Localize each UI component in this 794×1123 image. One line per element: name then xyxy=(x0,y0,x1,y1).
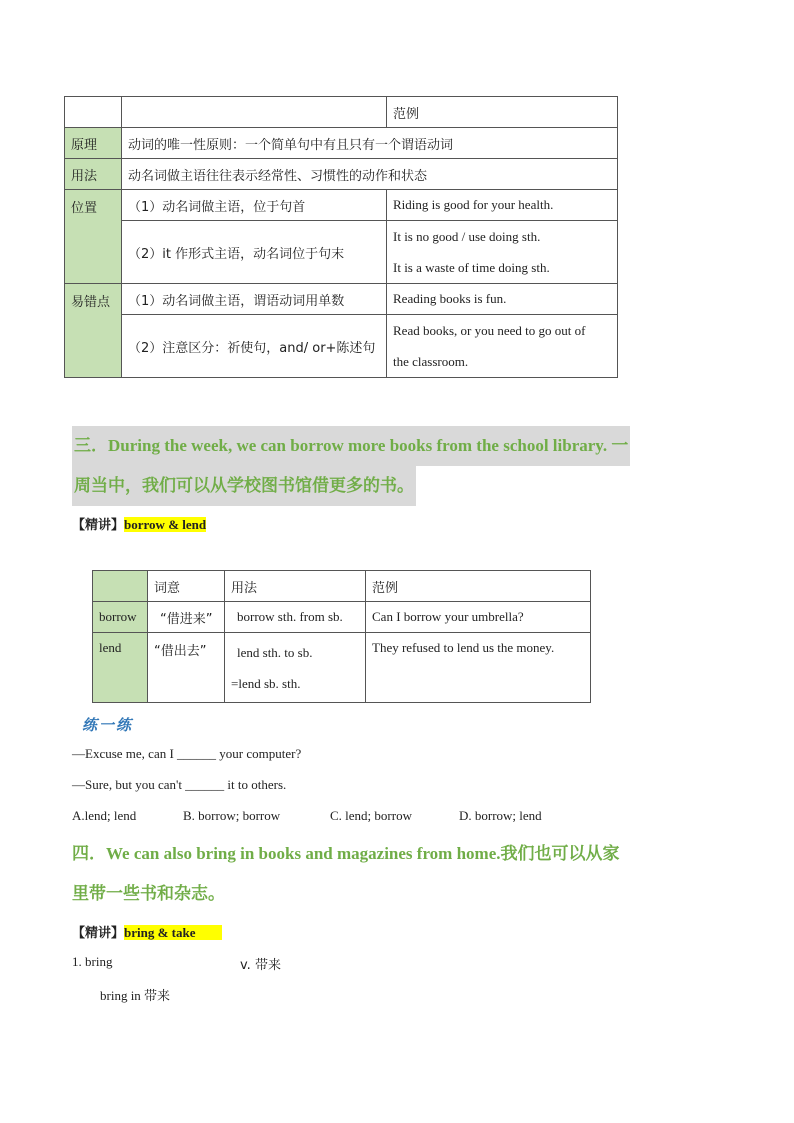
option-d: D. borrow; lend xyxy=(459,808,542,823)
row-example xyxy=(387,315,618,378)
section-4-line-1: 四．We can also bring in books and magazines from home.我们也可以从家 xyxy=(72,844,620,863)
section-4-heading xyxy=(72,834,722,914)
usage-line: lend sth. to sb. xyxy=(237,644,313,660)
item-1-phrase: bring in 带来 xyxy=(100,988,171,1003)
practice-question-2: —Sure, but you can't ______ it to others. xyxy=(72,777,287,792)
row-label: 易错点 xyxy=(65,284,122,378)
header-cell-usage: 用法 xyxy=(225,571,366,602)
header-cell-blank xyxy=(93,571,148,602)
row-label: 原理 xyxy=(65,128,122,159)
row-label: 位置 xyxy=(65,190,122,284)
jingjiang-label: 【精讲】 xyxy=(72,926,125,941)
row-example: Riding is good for your health. xyxy=(387,190,618,221)
practice-question-1: —Excuse me, can I ______ your computer? xyxy=(72,746,302,761)
header-cell-blank xyxy=(65,97,122,128)
section-4-jingjiang xyxy=(72,922,222,941)
row-text: （1）动名词做主语，位于句首 xyxy=(122,190,387,221)
meaning-cell: “借进来” xyxy=(148,602,225,633)
option-b: B. borrow; borrow xyxy=(183,808,281,823)
usage-cell: borrow sth. from sb. xyxy=(225,602,366,633)
section-3-line-1: 三．During the week, we can borrow more books from the school library. 一 xyxy=(72,426,630,466)
section-3-line-2: 周当中，我们可以从学校图书馆借更多的书。 xyxy=(72,466,416,506)
jingjiang-topic: bring & take xyxy=(124,925,222,940)
row-text: 动名词做主语往往表示经常性、习惯性的动作和状态 xyxy=(122,159,618,190)
row-text: （2）it 作形式主语，动名词位于句末 xyxy=(122,221,387,284)
row-example: Reading books is fun. xyxy=(387,284,618,315)
item-1-word: 1. bring xyxy=(72,954,113,969)
jingjiang-topic: borrow & lend xyxy=(124,517,207,532)
example-cell: Can I borrow your umbrella? xyxy=(366,602,591,633)
row-label: 用法 xyxy=(65,159,122,190)
borrow-lend-table xyxy=(92,570,591,703)
option-a: A.lend; lend xyxy=(72,808,137,823)
usage-line: =lend sb. sth. xyxy=(231,675,301,691)
example-line: It is no good / use doing sth. xyxy=(393,229,541,244)
section-4-line-2: 里带一些书和杂志。 xyxy=(72,884,225,903)
header-cell-blank xyxy=(122,97,387,128)
header-cell-meaning: 词意 xyxy=(148,571,225,602)
item-1-pos: v. 带来 xyxy=(240,958,281,973)
header-cell-example: 范例 xyxy=(366,571,591,602)
example-cell: They refused to lend us the money. xyxy=(366,633,591,703)
row-example xyxy=(387,221,618,284)
word-cell: lend xyxy=(93,633,148,703)
jingjiang-label: 【精讲】 xyxy=(72,518,125,533)
row-text: 动词的唯一性原则：一个简单句中有且只有一个谓语动词 xyxy=(122,128,618,159)
section-3-heading xyxy=(72,426,722,506)
example-line: the classroom. xyxy=(393,354,469,369)
section-3-jingjiang xyxy=(72,514,206,533)
word-cell: borrow xyxy=(93,602,148,633)
gerund-subject-table xyxy=(64,96,618,378)
row-text: （2）注意区分：祈使句，and/ or+陈述句 xyxy=(122,315,387,378)
usage-cell xyxy=(225,633,366,703)
option-c: C. lend; borrow xyxy=(330,808,412,823)
row-text: （1）动名词做主语，谓语动词用单数 xyxy=(122,284,387,315)
header-cell-example: 范例 xyxy=(387,97,618,128)
practice-title: 练一练 xyxy=(82,716,134,734)
example-line: Read books, or you need to go out of xyxy=(393,323,586,338)
meaning-cell: “借出去” xyxy=(148,633,225,703)
example-line: It is a waste of time doing sth. xyxy=(393,260,550,275)
